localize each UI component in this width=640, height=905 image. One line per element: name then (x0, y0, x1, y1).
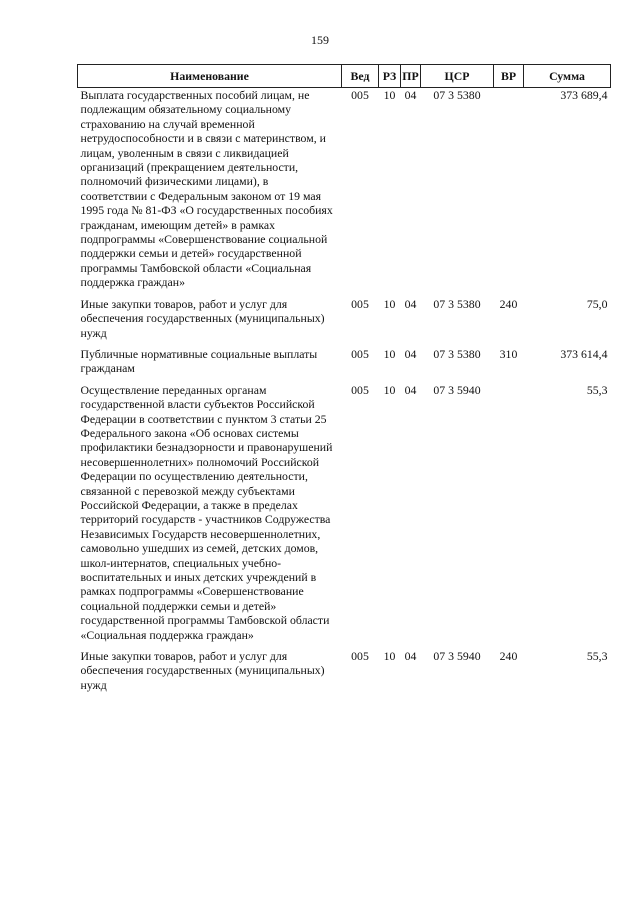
header-ved: Вед (342, 65, 379, 88)
row-ved: 005 (351, 346, 369, 361)
table-row (78, 649, 611, 699)
header-name: Наименование (78, 65, 342, 88)
header-pr: ПР (401, 65, 421, 88)
row-sum: 373 614,4 (560, 346, 608, 361)
row-pr: 04 (404, 346, 417, 361)
row-ved: 005 (351, 649, 369, 664)
row-name: Иные закупки товаров, работ и услуг для обеспечения государственных (муниципальных) нужд (80, 649, 325, 692)
row-pr: 04 (404, 296, 417, 311)
row-csr: 07 3 5940 (433, 649, 481, 664)
row-rz: 10 (383, 88, 396, 102)
table-body (78, 88, 611, 700)
row-vr: 240 (499, 296, 518, 311)
row-sum: 55,3 (586, 649, 608, 664)
row-name: Выплата государственных пособий лицам, не подлежащим обязательному социальному страхованию на случай временной нетрудоспособности и в связи с материнством, и лицам, уволенным в связи с ликвидацией организаций (прекращением деятельности, полномочий физическими лицами), в соответствии с Федеральным законом от 19 мая 1995 года № 81-ФЗ «О государственных пособиях гражданам, имеющим детей» в рамках подпрограммы «Совершенствование социальной поддержки семьи и детей» государственной программы Тамбовской области «Социальная поддержка граждан» (80, 88, 333, 290)
row-vr (494, 383, 524, 649)
row-ved: 005 (351, 382, 369, 397)
row-csr: 07 3 5940 (433, 382, 481, 397)
row-pr: 04 (404, 649, 417, 664)
page-number: 159 (311, 33, 329, 47)
row-ved: 005 (351, 296, 369, 311)
header-vr: ВР (494, 65, 524, 88)
table-row (78, 383, 611, 649)
row-csr: 07 3 5380 (433, 296, 481, 311)
row-vr: 310 (499, 346, 518, 361)
header-sum: Сумма (524, 65, 611, 88)
row-rz: 10 (383, 649, 396, 664)
row-sum: 55,3 (586, 382, 608, 397)
row-rz: 10 (383, 296, 396, 311)
row-vr (494, 88, 524, 297)
row-csr: 07 3 5380 (433, 346, 481, 361)
header-rz: РЗ (379, 65, 401, 88)
row-ved: 005 (351, 88, 369, 102)
header-csr: ЦСР (421, 65, 494, 88)
row-sum: 373 689,4 (560, 88, 608, 102)
row-name: Иные закупки товаров, работ и услуг для обеспечения государственных (муниципальных) нужд (80, 296, 325, 340)
row-pr: 04 (404, 88, 417, 102)
row-name: Осуществление переданных органам государственной власти субъектов Российской Федерации в соответствии с пунктом 3 статьи 25 Федерального закона «Об основах системы профилактики безнадзорности и правонарушений несовершеннолетних» полномочий Российской Федерации по осуществлению деятельности, связанной с перевозкой между субъектами Российской Федерации, а также в пределах территорий государств - участников Содружества Независимых Государств несовершеннолетних, самовольно ушедших из семей, детских домов, школ-интернатов, специальных учебно-воспитательных и иных детских учреждений в рамках подпрограммы «Совершенствование социальной поддержки семьи и детей» государственной программы Тамбовской области «Социальная поддержка граждан» (80, 382, 333, 642)
table-row (78, 347, 611, 383)
row-name: Публичные нормативные социальные выплаты гражданам (80, 346, 318, 376)
row-csr: 07 3 5380 (433, 88, 481, 102)
table-header (78, 65, 611, 88)
row-vr: 240 (499, 649, 518, 664)
row-rz: 10 (383, 382, 396, 397)
row-pr: 04 (404, 382, 417, 397)
row-rz: 10 (383, 346, 396, 361)
table-row (78, 297, 611, 347)
table-row (78, 88, 611, 297)
row-sum: 75,0 (586, 296, 608, 311)
budget-table (77, 64, 611, 699)
